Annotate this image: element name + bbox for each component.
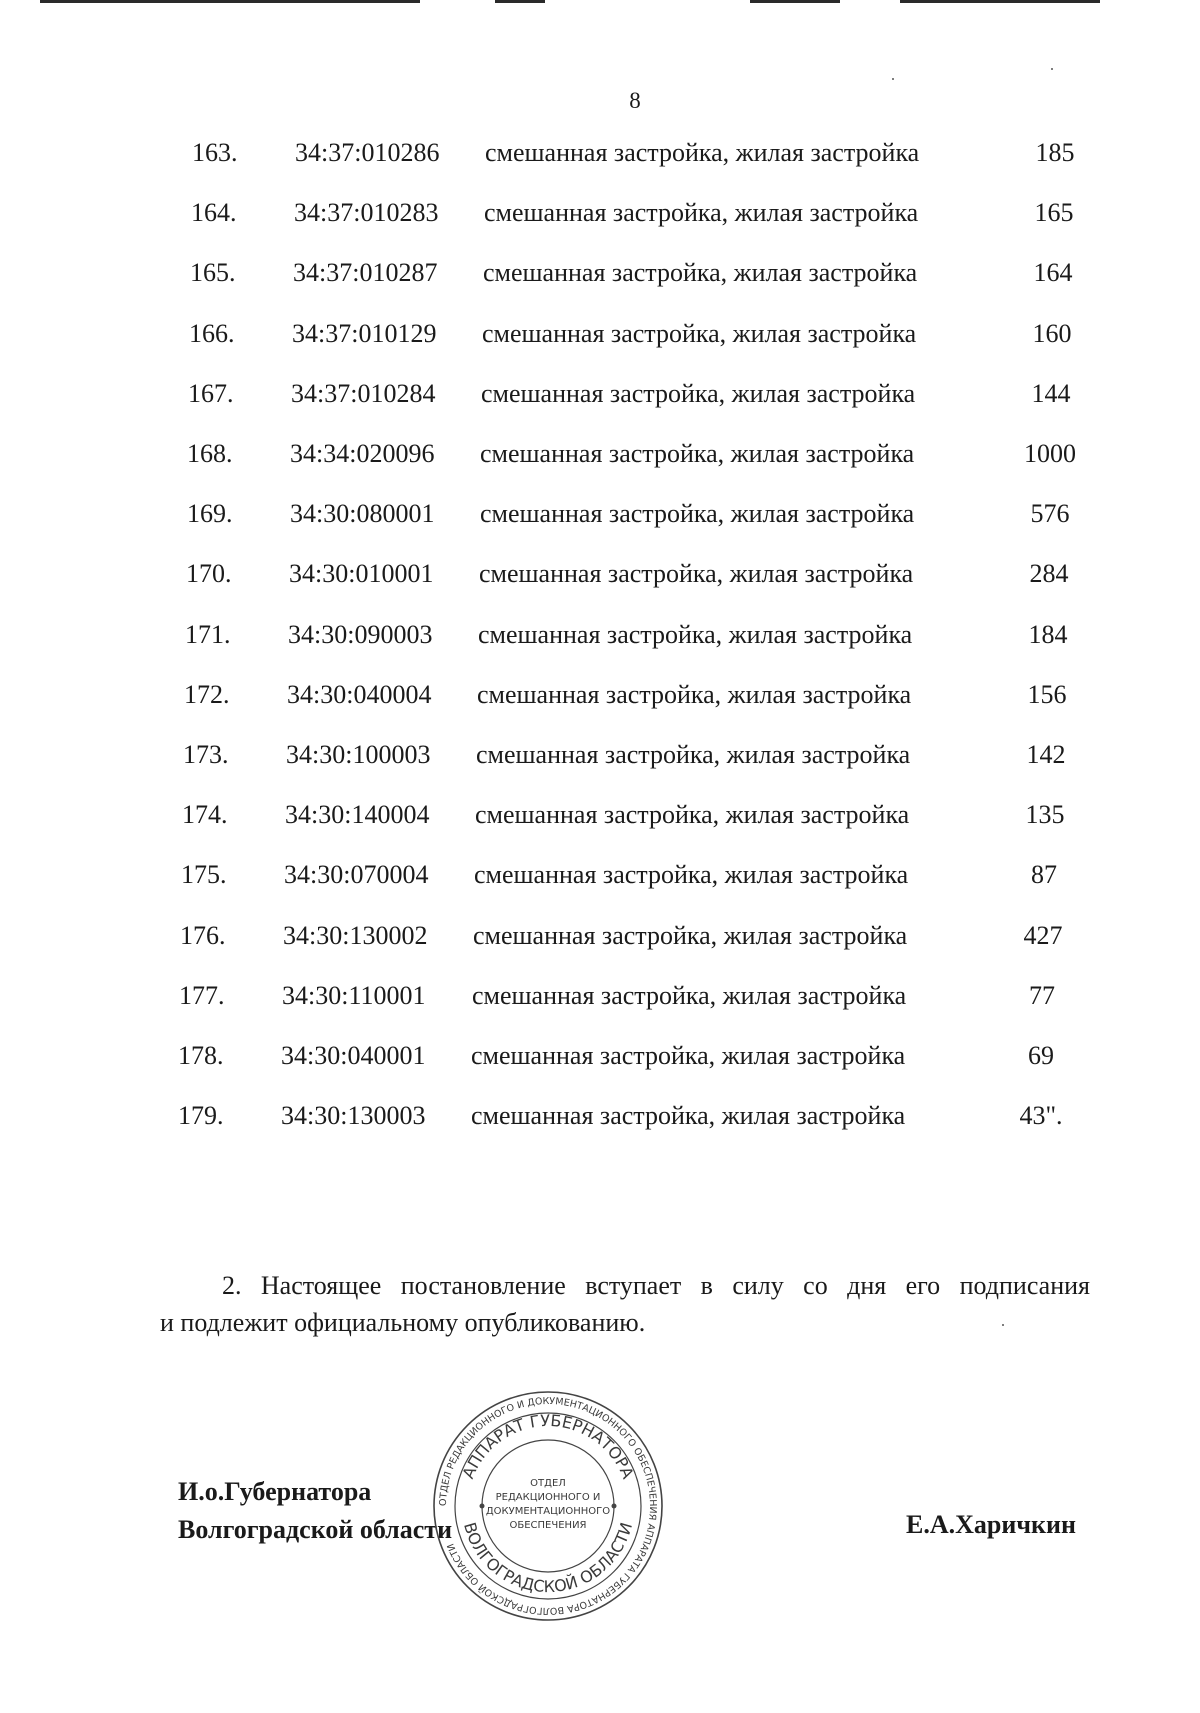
zone-value: 576 <box>1030 499 1070 529</box>
seal-dot <box>480 1504 485 1509</box>
zone-value: 87 <box>1031 860 1057 890</box>
table-row <box>0 680 1192 720</box>
zone-description: смешанная застройка, жилая застройка <box>477 679 912 709</box>
zone-value: 185 <box>1035 138 1075 167</box>
zone-description: смешанная застройка, жилая застройка <box>474 860 909 890</box>
zone-value: 142 <box>1026 740 1066 769</box>
row-number: 177. <box>179 980 225 1010</box>
zone-value: 284 <box>1029 559 1069 589</box>
zone-value: 144 <box>1031 378 1071 408</box>
zone-description: смешанная застройка, жилая застройка <box>481 378 916 408</box>
official-seal <box>432 1390 664 1622</box>
zone-description: смешанная застройка, жилая застройка <box>485 138 920 167</box>
zone-value: 135 <box>1025 800 1065 830</box>
row-number: 170. <box>186 559 232 589</box>
cadastral-number: 34:37:010129 <box>292 318 437 348</box>
seal-center-line: РЕДАКЦИОННОГО И <box>495 1492 601 1503</box>
signatory-title-line-1: И.о.Губернатора <box>178 1477 372 1506</box>
row-number: 167. <box>188 378 234 408</box>
scan-speck <box>892 78 894 80</box>
zone-description: смешанная застройка, жилая застройка <box>473 920 908 950</box>
row-number: 174. <box>182 800 228 830</box>
scan-edge-top <box>750 0 840 3</box>
table-row <box>0 439 1195 479</box>
table-row <box>0 740 1191 780</box>
table-row <box>0 860 1189 900</box>
scan-edge-top <box>900 0 1100 3</box>
table-row <box>0 138 1200 178</box>
signatory-title <box>178 1473 452 1549</box>
row-number: 164. <box>191 198 237 228</box>
row-number: 173. <box>183 740 229 769</box>
zone-description: смешанная застройка, жилая застройка <box>479 559 914 589</box>
row-number: 172. <box>184 679 230 709</box>
table-row <box>0 921 1188 961</box>
cadastral-number: 34:30:040004 <box>287 679 432 709</box>
zone-value: 164 <box>1033 258 1073 288</box>
effective-date-paragraph <box>160 1267 1090 1341</box>
cadastral-number: 34:37:010283 <box>294 198 439 228</box>
cadastral-number: 34:34:020096 <box>290 439 435 468</box>
zone-description: смешанная застройка, жилая застройка <box>484 198 919 228</box>
zone-value: 184 <box>1028 619 1068 649</box>
table-row <box>0 258 1198 298</box>
row-number: 179. <box>178 1101 224 1131</box>
scan-edge-top <box>40 0 420 3</box>
table-row <box>0 379 1196 419</box>
cadastral-number: 34:30:130002 <box>283 920 428 950</box>
zone-value: 69 <box>1028 1041 1054 1070</box>
table-row <box>0 559 1194 599</box>
zone-value: 165 <box>1034 198 1074 228</box>
seal-center-line: ОТДЕЛ <box>530 1478 566 1489</box>
zone-value: 156 <box>1027 679 1067 709</box>
row-number: 175. <box>181 860 227 890</box>
cadastral-number: 34:30:100003 <box>286 740 431 769</box>
zone-description: смешанная застройка, жилая застройка <box>471 1101 906 1131</box>
scan-speck <box>1051 68 1053 70</box>
seal-outer-ring-text: ОТДЕЛ РЕДАКЦИОННОГО И ДОКУМЕНТАЦИОННОГО ОБЕСПЕЧЕНИЯ АППАРАТА ГУБЕРНАТОРА ВОЛГОГРАДСКОЙ ОБЛАСТИ <box>437 1395 659 1617</box>
seal-inner-ring-top: АППАРАТ ГУБЕРНАТОРА <box>458 1410 638 1482</box>
signatory-title-line-2: Волгоградской области <box>178 1515 453 1544</box>
zone-description: смешанная застройка, жилая застройка <box>480 499 915 529</box>
zone-description: смешанная застройка, жилая застройка <box>472 980 907 1010</box>
zone-value: 160 <box>1032 318 1072 348</box>
row-number: 168. <box>187 439 233 468</box>
table-row <box>0 319 1197 359</box>
row-number: 169. <box>187 499 233 529</box>
zone-value: 77 <box>1029 980 1055 1010</box>
table-row <box>0 1101 1186 1141</box>
seal-center-line: ДОКУМЕНТАЦИОННОГО <box>485 1506 611 1517</box>
cadastral-number: 34:30:070004 <box>284 860 429 890</box>
paragraph-line-1: 2. Настоящее постановление вступает в силу со дня его подписания <box>222 1271 1090 1300</box>
page-number: 8 <box>629 88 641 113</box>
row-number: 178. <box>178 1041 224 1070</box>
row-number: 165. <box>190 258 236 288</box>
signatory-name: Е.А.Харичкин <box>906 1510 1076 1539</box>
zone-value: 427 <box>1023 920 1063 950</box>
cadastral-number: 34:30:010001 <box>289 559 434 589</box>
cadastral-number: 34:30:140004 <box>285 800 430 830</box>
table-row <box>0 800 1190 840</box>
seal-center-line: ОБЕСПЕЧЕНИЯ <box>509 1520 587 1531</box>
cadastral-number: 34:30:130003 <box>281 1101 426 1131</box>
zone-description: смешанная застройка, жилая застройка <box>471 1041 906 1070</box>
table-row <box>0 1041 1186 1081</box>
zone-description: смешанная застройка, жилая застройка <box>478 619 913 649</box>
row-number: 176. <box>180 920 226 950</box>
cadastral-number: 34:30:090003 <box>288 619 433 649</box>
zone-description: смешанная застройка, жилая застройка <box>482 318 917 348</box>
paragraph-line-2: и подлежит официальному опубликованию. <box>160 1308 646 1337</box>
cadastral-number: 34:30:040001 <box>281 1041 426 1070</box>
zone-description: смешанная застройка, жилая застройка <box>475 800 910 830</box>
table-row <box>0 198 1199 238</box>
cadastral-number: 34:30:110001 <box>282 980 426 1010</box>
scan-edge-top <box>495 0 545 3</box>
table-row <box>0 981 1187 1021</box>
cadastral-number: 34:37:010286 <box>295 138 440 167</box>
table-row <box>0 620 1193 660</box>
cadastral-number: 34:37:010287 <box>293 258 438 288</box>
seal-center-text <box>486 1478 610 1531</box>
zone-value: 43". <box>1019 1101 1063 1131</box>
cadastral-number: 34:37:010284 <box>291 378 436 408</box>
row-number: 166. <box>189 318 235 348</box>
zone-description: смешанная застройка, жилая застройка <box>483 258 918 288</box>
zone-value: 1000 <box>1024 439 1076 468</box>
zone-description: смешанная застройка, жилая застройка <box>476 740 911 769</box>
cadastral-number: 34:30:080001 <box>290 499 435 529</box>
zone-description: смешанная застройка, жилая застройка <box>480 439 915 468</box>
seal-inner-ring-bottom: ВОЛГОГРАДСКОЙ ОБЛАСТИ <box>459 1520 637 1597</box>
seal-dot <box>612 1504 617 1509</box>
table-row <box>0 499 1195 539</box>
row-number: 171. <box>185 619 231 649</box>
row-number: 163. <box>192 138 238 167</box>
